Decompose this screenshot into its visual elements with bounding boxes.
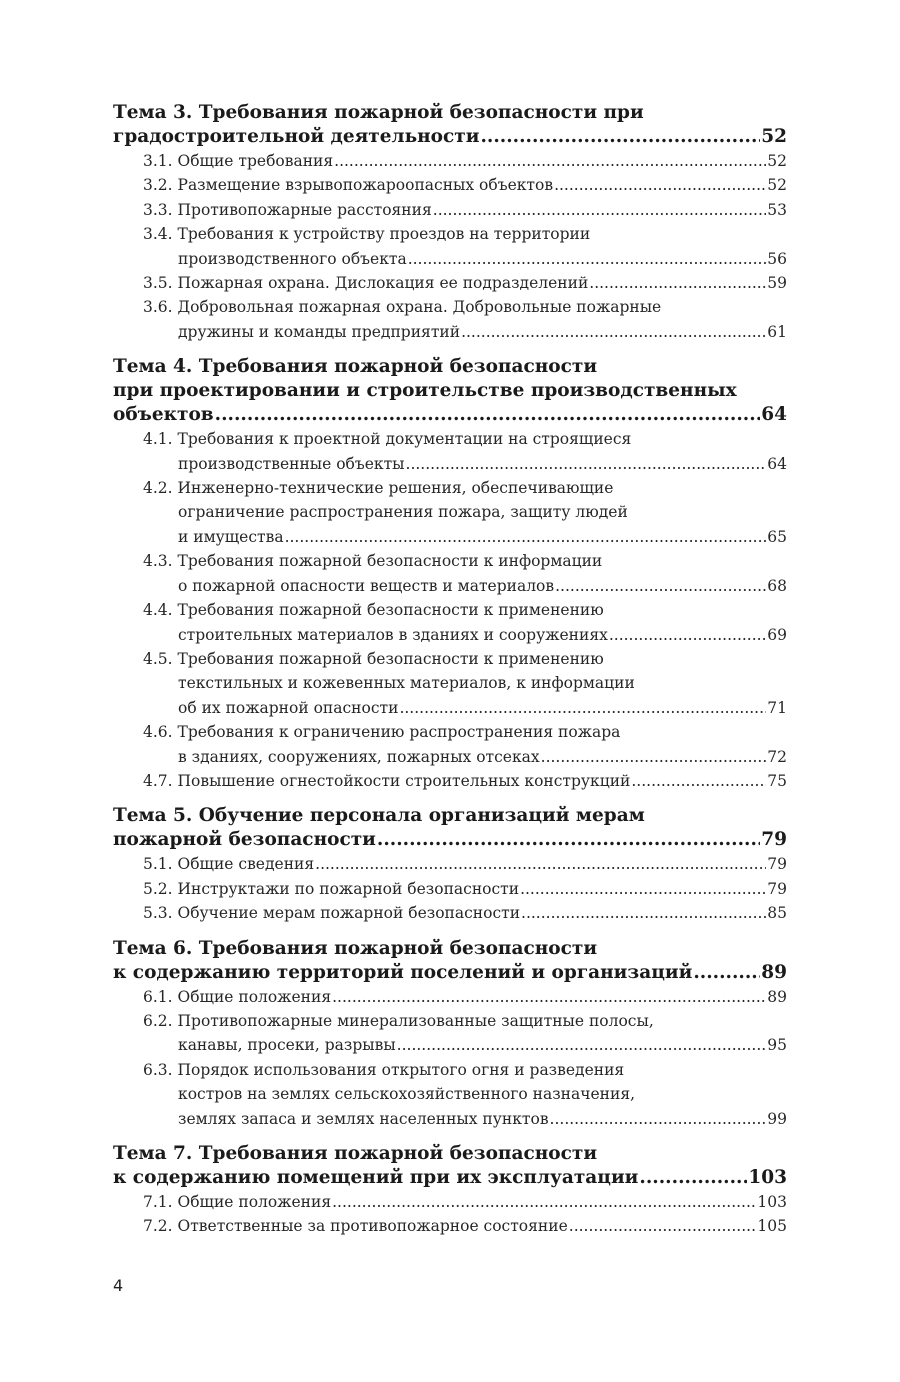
entry-page-number: 65 [767, 527, 787, 546]
toc-topic [113, 937, 787, 1131]
dot-leader [520, 877, 766, 901]
entry-number: 4.7. [143, 771, 173, 790]
toc-topic [113, 804, 787, 925]
entry-title-line: Обучение мерам пожарной безопасности [177, 904, 521, 923]
entry-title-line: производственного объекта [178, 249, 407, 268]
entry-number: 6.2. [143, 1011, 173, 1030]
entry-page-number: 61 [767, 322, 787, 341]
dot-leader [609, 623, 766, 647]
dot-leader [554, 173, 766, 197]
topic-page-number: 103 [748, 1167, 787, 1188]
toc-entry[interactable] [113, 720, 787, 769]
entry-title-line: Пожарная охрана. Дислокация ее подразделений [177, 274, 589, 293]
entry-page-number: 79 [767, 855, 787, 874]
topic-title-line: пожарной безопасности [113, 829, 376, 851]
dot-leader [639, 1166, 747, 1190]
topic-title-line: к содержанию помещений при их эксплуатации [113, 1167, 639, 1188]
topic-title-line: градостроительной деятельности [113, 126, 480, 147]
entry-title-line: о пожарной опасности веществ и материалов [178, 576, 555, 595]
topic-title-line: Тема 7. Требования пожарной безопасности [113, 1143, 598, 1164]
dot-leader [541, 745, 767, 769]
topic-title-line: Тема 5. Обучение персонала организаций мерам [113, 805, 645, 827]
entry-title-line: землях запаса и землях населенных пунктов [178, 1109, 549, 1128]
entry-page-number: 99 [767, 1109, 787, 1128]
entry-title-line: Требования к ограничению распространения пожара [177, 723, 621, 742]
entry-title-line: Ответственные за противопожарное состояние [177, 1217, 568, 1236]
entry-number: 4.2. [143, 479, 173, 498]
topic-title-line: при проектировании и строительстве производственных [113, 380, 737, 402]
dot-leader [480, 125, 760, 149]
toc-topic [113, 101, 787, 344]
topic-page-number: 64 [761, 404, 787, 426]
dot-leader [397, 1033, 767, 1057]
dot-leader [569, 1214, 757, 1238]
topic-page-number: 79 [761, 829, 787, 851]
entry-page-number: 75 [767, 771, 787, 790]
entry-title-line: Размещение взрывопожароопасных объектов [177, 176, 554, 195]
toc-entry[interactable] [113, 1190, 787, 1214]
entry-page-number: 59 [767, 274, 787, 293]
entry-number: 4.3. [143, 552, 173, 571]
topic-page-number: 52 [761, 126, 787, 147]
entry-number: 3.5. [143, 274, 173, 293]
dot-leader [555, 574, 766, 598]
entry-number: 6.3. [143, 1060, 173, 1079]
topic-title-line: к содержанию территорий поселений и организаций [113, 961, 693, 983]
toc-entry[interactable] [113, 295, 787, 344]
entry-page-number: 105 [757, 1217, 787, 1236]
entry-page-number: 64 [767, 454, 787, 473]
entry-title-line: Повышение огнестойкости строительных конструкций [177, 771, 631, 790]
dot-leader [399, 696, 766, 720]
entry-number: 5.2. [143, 879, 173, 898]
entry-title-line: Порядок использования открытого огня и разведения [177, 1060, 625, 1079]
entry-number: 3.4. [143, 225, 173, 244]
topic-page-number: 89 [761, 961, 787, 983]
entry-number: 5.1. [143, 855, 173, 874]
entry-page-number: 85 [767, 904, 787, 923]
toc-entry[interactable] [113, 198, 787, 222]
toc-entry[interactable] [113, 173, 787, 197]
toc-topic [113, 355, 787, 793]
entry-page-number: 72 [767, 747, 787, 766]
entry-title-line: Общие сведения [177, 855, 315, 874]
toc-entry[interactable] [113, 985, 787, 1009]
entry-page-number: 71 [767, 698, 787, 717]
entry-title-line: Требования пожарной безопасности к применению [177, 601, 604, 620]
entry-page-number: 95 [767, 1036, 787, 1055]
entry-number: 3.3. [143, 200, 173, 219]
entry-page-number: 103 [757, 1193, 787, 1211]
entry-title-line: костров на землях сельскохозяйственного назначения, [178, 1085, 636, 1104]
entry-title-line: строительных материалов в зданиях и сооружениях [178, 625, 608, 644]
entry-title-line: канавы, просеки, разрывы [178, 1036, 396, 1055]
dot-leader [215, 403, 761, 427]
dot-leader [461, 320, 766, 344]
dot-leader [285, 525, 767, 549]
entry-title-line: Общие положения [177, 1193, 332, 1211]
entry-number: 4.6. [143, 723, 173, 742]
entry-number: 4.5. [143, 649, 173, 668]
toc-entry[interactable] [113, 598, 787, 647]
entry-page-number: 89 [767, 987, 787, 1006]
topic-title[interactable] [113, 355, 787, 427]
toc-entry[interactable] [113, 149, 787, 173]
topic-title-line: Тема 3. Требования пожарной безопасности при [113, 102, 644, 123]
toc-entry[interactable] [113, 476, 787, 549]
entry-page-number: 56 [767, 249, 787, 268]
toc-entry[interactable] [113, 901, 787, 925]
dot-leader [550, 1107, 767, 1131]
entry-number: 3.6. [143, 298, 173, 317]
entry-title-line: Требования к проектной документации на строящиеся [177, 430, 632, 449]
toc-entry[interactable] [113, 852, 787, 876]
dot-leader [408, 247, 767, 271]
entry-number: 4.4. [143, 601, 173, 620]
toc-entry[interactable] [113, 877, 787, 901]
entry-title-line: Инженерно-технические решения, обеспечивающие [177, 479, 614, 498]
toc-entry[interactable] [113, 549, 787, 598]
page-number: 4 [113, 1276, 124, 1295]
dot-leader [332, 985, 766, 1009]
dot-leader [589, 271, 766, 295]
entry-number: 7.1. [143, 1193, 173, 1211]
toc-entry[interactable] [113, 427, 787, 476]
toc-entry[interactable] [113, 1009, 787, 1058]
entry-title-line: Требования пожарной безопасности к применению [177, 649, 604, 668]
dot-leader [332, 1190, 756, 1214]
toc-topic [113, 1142, 787, 1239]
toc-entry[interactable] [113, 769, 787, 793]
toc-entry[interactable] [113, 1058, 787, 1131]
dot-leader [334, 149, 766, 173]
entry-number: 3.1. [143, 152, 173, 170]
topic-title[interactable] [113, 101, 787, 149]
entry-page-number: 52 [767, 152, 787, 170]
entry-title-line: Инструктажи по пожарной безопасности [177, 879, 520, 898]
entry-title-line: Противопожарные расстояния [177, 200, 432, 219]
entry-number: 4.1. [143, 430, 173, 449]
dot-leader [631, 769, 766, 793]
entry-title-line: Требования пожарной безопасности к информации [177, 552, 603, 571]
dot-leader [315, 852, 766, 876]
toc-entry[interactable] [113, 222, 787, 271]
entry-title-line: об их пожарной опасности [178, 698, 399, 717]
topic-title-line: Тема 6. Требования пожарной безопасности [113, 937, 598, 959]
entry-title-line: текстильных и кожевенных материалов, к информации [178, 674, 635, 693]
entry-title-line: ограничение распространения пожара, защиту людей [178, 503, 628, 522]
entry-title-line: производственные объекты [178, 454, 405, 473]
entry-title-line: дружины и команды предприятий [178, 322, 461, 341]
entry-title-line: Противопожарные минерализованные защитные полосы, [177, 1011, 654, 1030]
entry-page-number: 69 [767, 625, 787, 644]
entry-page-number: 53 [767, 200, 787, 219]
entry-title-line: Общие требования [177, 152, 334, 170]
topic-title[interactable] [113, 937, 787, 985]
entry-title-line: Общие положения [177, 987, 332, 1006]
entry-title-line: и имущества [178, 527, 284, 546]
dot-leader [433, 198, 767, 222]
entry-number: 5.3. [143, 904, 173, 923]
dot-leader [406, 452, 767, 476]
topic-title-line: объектов [113, 404, 214, 426]
entry-page-number: 68 [767, 576, 787, 595]
dot-leader [521, 901, 766, 925]
entry-page-number: 52 [767, 176, 787, 195]
entry-page-number: 79 [767, 879, 787, 898]
toc-entry[interactable] [113, 271, 787, 295]
topic-title-line: Тема 4. Требования пожарной безопасности [113, 356, 598, 378]
entry-number: 7.2. [143, 1217, 173, 1236]
dot-leader [377, 828, 760, 852]
toc-entry[interactable] [113, 1214, 787, 1238]
table-of-contents [113, 101, 787, 1250]
topic-title[interactable] [113, 1142, 787, 1190]
entry-number: 6.1. [143, 987, 173, 1006]
topic-title[interactable] [113, 804, 787, 852]
toc-entry[interactable] [113, 647, 787, 720]
entry-title-line: в зданиях, сооружениях, пожарных отсеках [178, 747, 540, 766]
entry-title-line: Добровольная пожарная охрана. Добровольные пожарные [177, 298, 662, 317]
entry-title-line: Требования к устройству проездов на территории [177, 225, 591, 244]
dot-leader [693, 961, 760, 985]
entry-number: 3.2. [143, 176, 173, 195]
